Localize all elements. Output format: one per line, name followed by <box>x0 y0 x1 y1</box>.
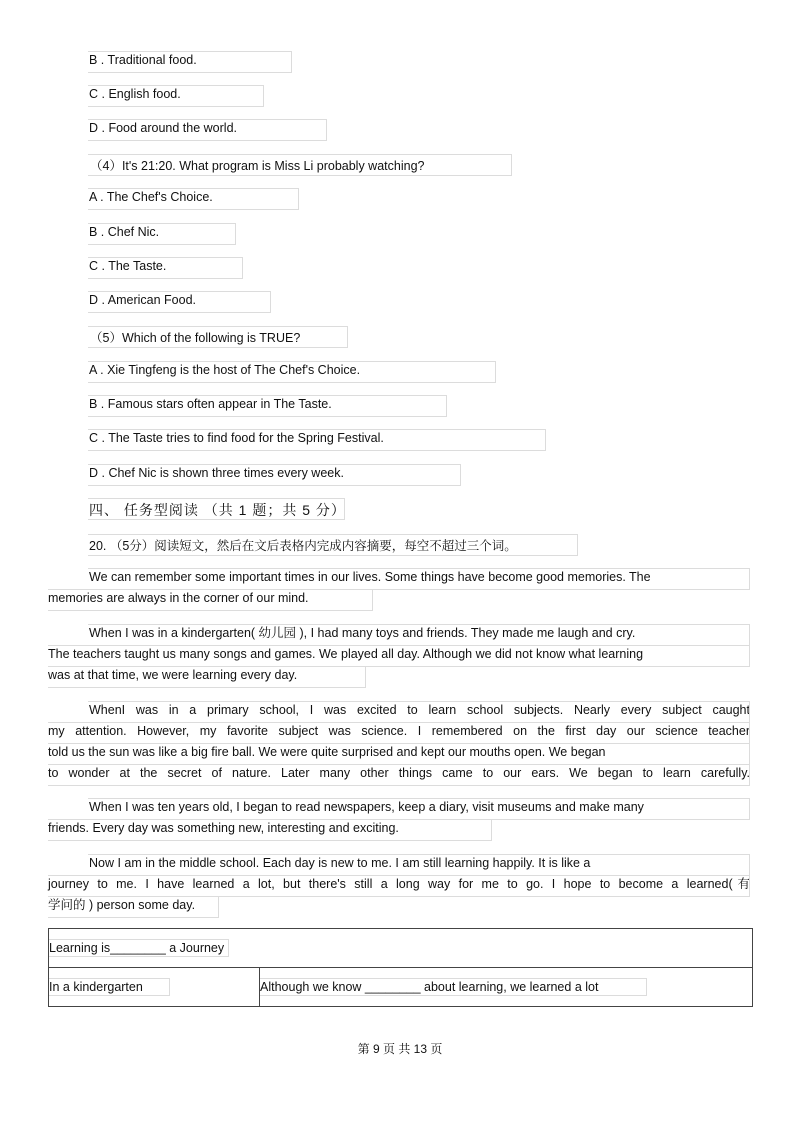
answer-box <box>88 568 750 590</box>
answer-box <box>88 223 236 245</box>
answer-box <box>88 326 348 348</box>
option-q5-a: A . Xie Tingfeng is the host of The Chef's Choice. <box>89 363 361 377</box>
answer-box <box>48 722 750 744</box>
table-row <box>49 968 753 1007</box>
answer-box <box>48 764 750 786</box>
answer-box <box>48 589 373 611</box>
stage-kindergarten: In a kindergarten <box>49 978 170 996</box>
summary-title[interactable]: Learning is________ a Journey <box>49 939 229 957</box>
passage-line: Now I am in the middle school. Each day is new to me. I am still learning happily. It is like a <box>89 856 591 870</box>
answer-box <box>48 875 750 897</box>
passage-line: memories are always in the corner of our mind. <box>48 591 309 605</box>
answer-box <box>88 395 447 417</box>
answer-box <box>88 429 546 451</box>
answer-box <box>88 534 578 556</box>
passage-line: journey to me. I have learned a lot, but there's still a long way for me to go. I hope to become a learned(有 <box>48 877 750 891</box>
option-q5-c: C . The Taste tries to find food for the Spring Festival. <box>89 431 384 445</box>
passage-line: was at that time, we were learning every day. <box>48 668 298 682</box>
table-row <box>49 929 753 968</box>
passage-line: When I was in a kindergarten( 幼儿园 ), I had many toys and friends. They made me laugh and cry. <box>89 626 636 640</box>
option-q3-c: C . English food. <box>89 87 181 101</box>
option-q4-d: D . American Food. <box>89 293 196 307</box>
passage-line: told us the sun was like a big fire ball. We were quite surprised and kept our mouths open. We began <box>48 745 606 759</box>
question-4-stem: （4）It's 21:20. What program is Miss Li probably watching? <box>90 159 425 173</box>
option-q3-b: B . Traditional food. <box>89 53 197 67</box>
answer-box <box>88 291 271 313</box>
option-q5-d: D . Chef Nic is shown three times every week. <box>89 466 344 480</box>
answer-box <box>48 896 219 918</box>
option-q3-d: D . Food around the world. <box>89 121 237 135</box>
answer-box <box>88 188 299 210</box>
passage-line: 学问的 ) person some day. <box>48 898 196 912</box>
passage-line: to wonder at the secret of nature. Later many other things came to our ears. We began to learn carefully. <box>48 766 750 780</box>
passage-line: WhenI was in a primary school, I was excited to learn school subjects. Nearly every subject caught <box>89 703 750 717</box>
answer-box <box>88 854 750 876</box>
option-q4-b: B . Chef Nic. <box>89 225 160 239</box>
table-cell <box>49 968 260 1007</box>
answer-box <box>88 624 750 646</box>
question-20-instruction: 20. （5分）阅读短文，然后在文后表格内完成内容摘要，每空不超过三个词。 <box>89 539 517 553</box>
question-5-stem: （5）Which of the following is TRUE? <box>90 331 301 345</box>
section-heading: 四、 任务型阅读 （共 1 题；共 5 分） <box>89 502 346 518</box>
answer-box <box>48 645 750 667</box>
passage-line: The teachers taught us many songs and games. We played all day. Although we did not know what learning <box>48 647 644 661</box>
answer-box <box>88 257 243 279</box>
page-number: 第 9 页 共 13 页 <box>357 1042 443 1056</box>
summary-table <box>48 928 753 1007</box>
option-q4-c: C . The Taste. <box>89 259 167 273</box>
table-cell <box>260 968 753 1007</box>
option-q5-b: B . Famous stars often appear in The Taste. <box>89 397 332 411</box>
passage-line: When I was ten years old, I began to read newspapers, keep a diary, visit museums and make many <box>89 800 644 814</box>
answer-box <box>88 701 750 723</box>
answer-box <box>48 743 750 765</box>
answer-box <box>88 361 496 383</box>
answer-box <box>88 51 292 73</box>
answer-box <box>88 85 264 107</box>
passage-line: my attention. However, my favorite subject was science. I remembered on the first day our science teacher <box>48 724 750 738</box>
answer-box <box>88 119 327 141</box>
answer-box <box>88 498 345 520</box>
kindergarten-summary[interactable]: Although we know ________ about learning, we learned a lot <box>260 978 647 996</box>
answer-box <box>88 154 512 176</box>
passage-line: We can remember some important times in our lives. Some things have become good memories. The <box>89 570 651 584</box>
passage-line: friends. Every day was something new, interesting and exciting. <box>48 821 399 835</box>
answer-box <box>88 464 461 486</box>
answer-box <box>48 819 492 841</box>
option-q4-a: A . The Chef's Choice. <box>89 190 213 204</box>
answer-box <box>48 666 366 688</box>
answer-box <box>88 798 750 820</box>
table-cell <box>49 929 753 968</box>
